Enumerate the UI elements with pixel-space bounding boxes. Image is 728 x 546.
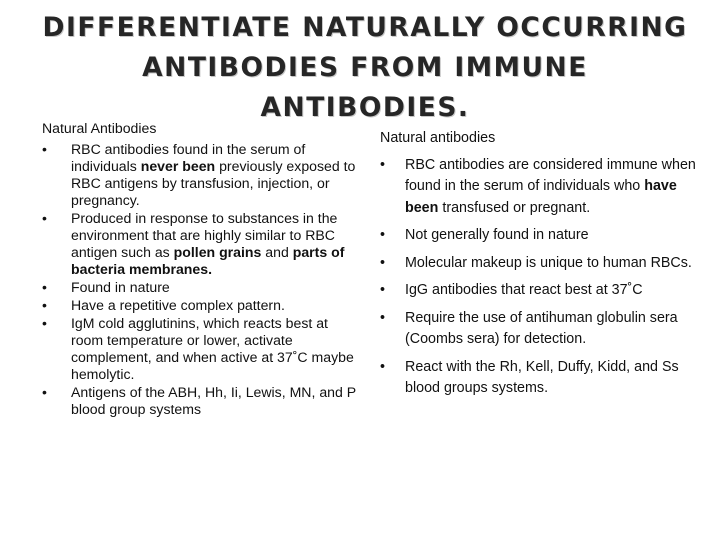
right-bullet-list (380, 155, 705, 400)
list-item: • Require the use of antihuman globulin sera (Coombs sera) for detection. (380, 309, 678, 347)
left-column-heading: Natural Antibodies (42, 120, 157, 136)
bullet-icon: • (42, 297, 47, 313)
bullet-icon: • (42, 210, 47, 226)
bullet-icon: • (380, 254, 386, 271)
bullet-icon: • (380, 156, 386, 173)
list-item: • Have a repetitive complex pattern. (42, 297, 285, 313)
bullet-icon: • (380, 358, 386, 375)
bullet-icon: • (42, 315, 47, 331)
list-item: • Molecular makeup is unique to human RBCs. (380, 253, 705, 275)
left-column (42, 120, 360, 419)
list-item: • Found in nature (42, 279, 170, 295)
bullet-icon: • (380, 309, 386, 326)
right-column (380, 128, 705, 406)
bullet-icon: • (42, 384, 47, 400)
list-item: • RBC antibodies are considered immune when found in the serum of individuals who have been transfused or pregnant. (380, 156, 696, 216)
right-column-heading: Natural antibodies (380, 130, 496, 146)
list-item: • Produced in response to substances in the environment that are highly similar to RBC antigen such as pollen grains and parts of bacteria membranes. (42, 210, 345, 277)
list-item: • IgM cold agglutinins, which reacts best at room temperature or lower, activate complement, and when active at 37˚C maybe hemolytic. (42, 315, 354, 382)
bullet-icon: • (380, 282, 386, 298)
bullet-icon: • (42, 141, 47, 157)
left-bullet-list (42, 141, 360, 418)
list-item: • Antigens of the ABH, Hh, Ii, Lewis, MN, and P blood group systems (42, 384, 356, 417)
list-item: • React with the Rh, Kell, Duffy, Kidd, and Ss blood groups systems. (380, 358, 679, 396)
list-item: • Not generally found in nature (380, 225, 705, 247)
list-item: • RBC antibodies found in the serum of individuals never been previously exposed to RBC antigens by transfusion, injection, or pregnancy. (42, 141, 356, 208)
slide-title: DIFFERENTIATE NATURALLY OCCURRING ANTIBODIES FROM IMMUNE ANTIBODIES. (42, 12, 688, 123)
list-item: • IgG antibodies that react best at 37˚C (380, 280, 705, 302)
bullet-icon: • (42, 279, 47, 295)
bullet-icon: • (380, 227, 386, 243)
